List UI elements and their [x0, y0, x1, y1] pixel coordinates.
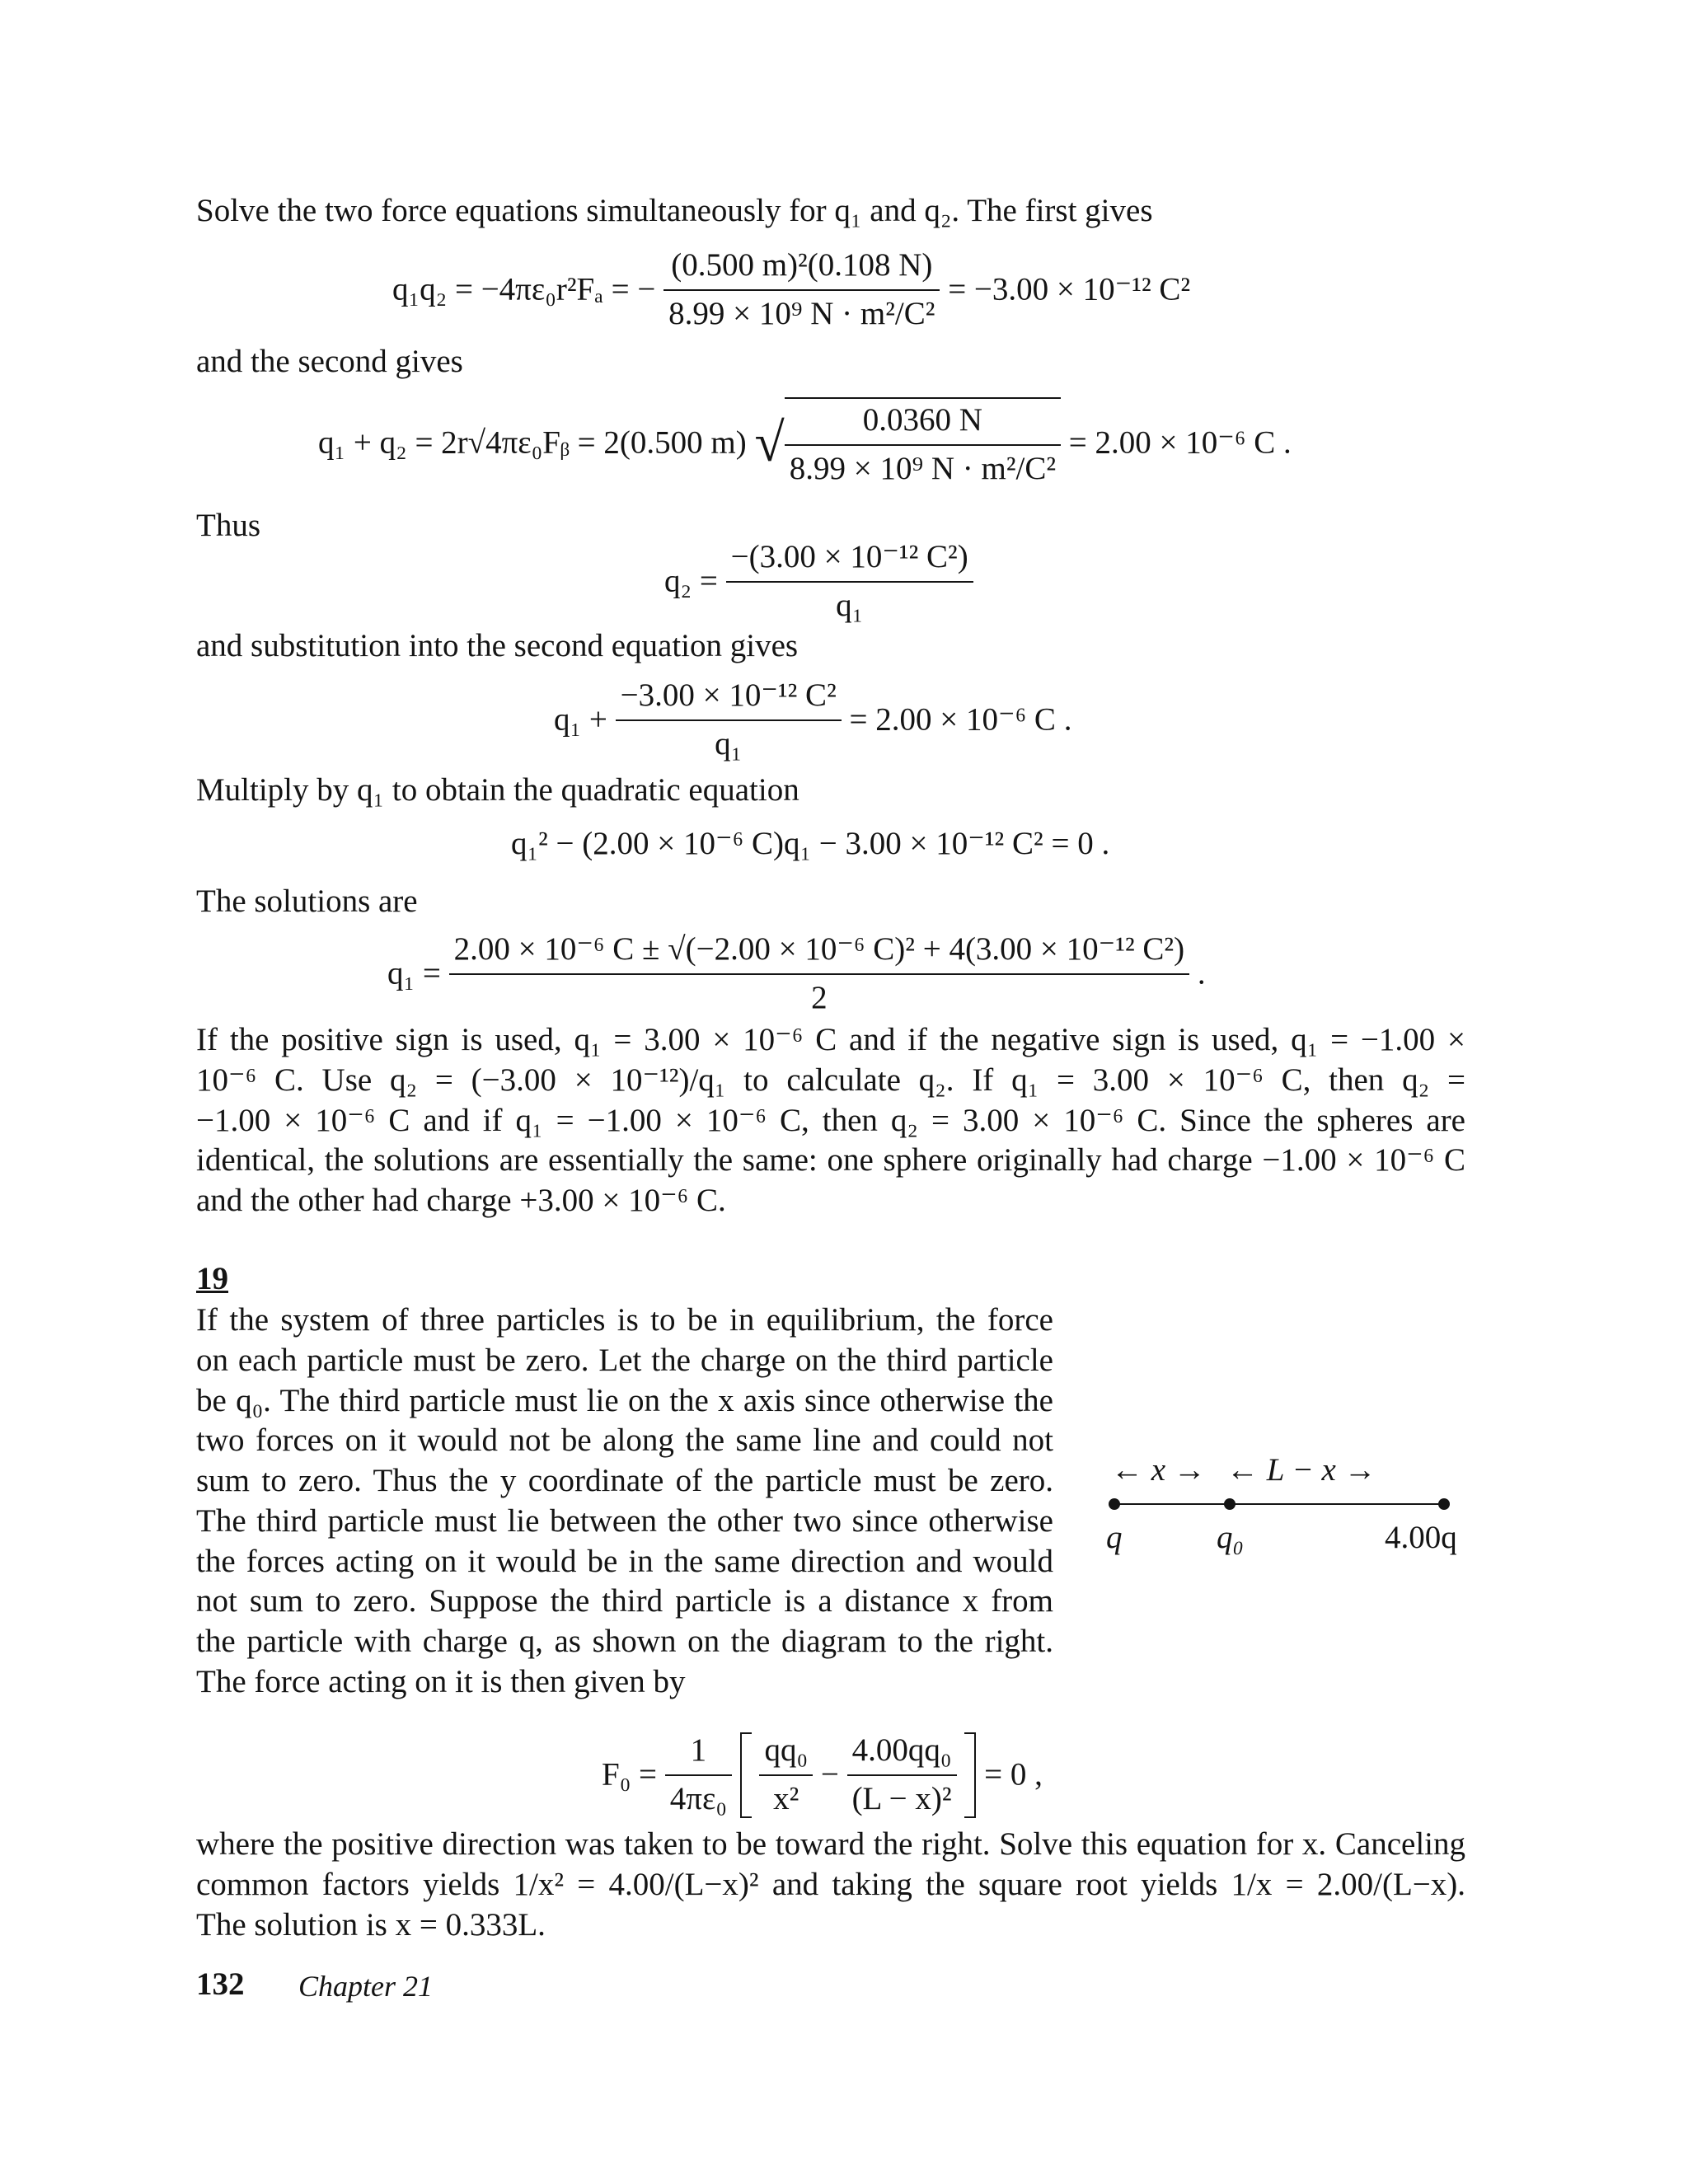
numerator: −3.00 × 10⁻¹² C²	[616, 676, 842, 721]
equation-lhs: F₀ =	[602, 1756, 658, 1793]
text-line: If the system of three particles is to be in equilibrium, the force	[196, 1302, 1053, 1338]
label-q: q	[1106, 1520, 1123, 1555]
text-line: 10⁻⁶ C. Use q₂ = (−3.00 × 10⁻¹²)/q₁ to calculate q₂. If q₁ = 3.00 × 10⁻⁶ C, then q₂ =	[196, 1062, 1465, 1098]
text-line: and the other had charge +3.00 × 10⁻⁶ C.	[196, 1183, 726, 1218]
fraction	[726, 537, 973, 626]
text-line: If the positive sign is used, q₁ = 3.00 × 10⁻⁶ C and if the negative sign is used, q₁ = −1.00 ×	[196, 1022, 1465, 1057]
equation-q2	[664, 537, 973, 626]
label-4q: 4.00q	[1385, 1520, 1457, 1555]
text-line: the forces acting on it would be in the same direction and would	[196, 1543, 1053, 1579]
problem-number: 19	[196, 1261, 228, 1296]
denominator: x²	[773, 1780, 799, 1816]
fraction	[663, 246, 940, 335]
equation-rhs: = 2.00 × 10⁻⁶ C .	[849, 701, 1072, 738]
text-solutions: The solutions are	[196, 883, 418, 919]
equation-force	[602, 1731, 1043, 1820]
left-bracket	[740, 1732, 752, 1818]
denominator: q₁	[836, 587, 864, 623]
results-paragraph	[196, 1020, 1465, 1221]
charge-4q-dot	[1438, 1498, 1450, 1510]
minus-sign: −	[820, 1756, 839, 1793]
text-line: sum to zero. Thus the y coordinate of the particle must be zero.	[196, 1463, 1053, 1498]
text-substitution: and substitution into the second equation gives	[196, 628, 799, 663]
numerator: −(3.00 × 10⁻¹² C²)	[726, 537, 973, 583]
equation-rhs: .	[1197, 955, 1206, 991]
text-line: common factors yields 1/x² = 4.00/(L−x)² and taking the square root yields 1/x = 2.00/(L−x).	[196, 1866, 1465, 1902]
text-line: on each particle must be zero. Let the charge on the third particle	[196, 1342, 1053, 1378]
dimension-l-minus-x: ← L − x →	[1226, 1452, 1376, 1488]
text-multiply: Multiply by q₁ to obtain the quadratic equation	[196, 772, 799, 808]
term2-fraction	[847, 1731, 957, 1820]
text-line: identical, the solutions are essentially the same: one sphere originally had charge −1.00 × 10⁻⁶ C	[196, 1142, 1465, 1179]
intro-paragraph: Solve the two force equations simultaneously for q₁ and q₂. The first gives	[196, 193, 1153, 228]
equation-lhs: q₁q₂ = −4πε₀r²Fₐ = −	[392, 271, 656, 307]
problem-19-paragraph	[196, 1301, 1053, 1703]
equation-sum	[318, 397, 1292, 490]
equation-lhs: q₂ =	[664, 563, 718, 599]
equation-quadratic: q₁² − (2.00 × 10⁻⁶ C)q₁ − 3.00 × 10⁻¹² C² = 0 .	[511, 826, 1110, 861]
label-q0: q₀	[1217, 1520, 1245, 1555]
text-line: the particle with charge q, as shown on the diagram to the right.	[196, 1624, 1053, 1659]
denominator: 8.99 × 10⁹ N · m²/C²	[789, 450, 1057, 486]
numerator: (0.500 m)²(0.108 N)	[663, 246, 940, 291]
numerator: 4.00qq₀	[847, 1731, 957, 1776]
term1-fraction	[759, 1731, 813, 1820]
denominator: 4πε₀	[669, 1780, 727, 1816]
numerator: 2.00 × 10⁻⁶ C ± √(−2.00 × 10⁻⁶ C)² + 4(3.00 × 10⁻¹² C²)	[449, 930, 1190, 975]
text-line: not sum to zero. Suppose the third particle is a distance x from	[196, 1583, 1053, 1619]
equation-product	[392, 246, 1190, 335]
numerator: 1	[665, 1731, 732, 1776]
charge-q-dot	[1109, 1498, 1120, 1510]
fraction	[616, 676, 842, 765]
numerator: 0.0360 N	[785, 401, 1061, 446]
denominator: 2	[811, 979, 828, 1015]
right-bracket	[964, 1732, 976, 1818]
numerator: qq₀	[759, 1731, 813, 1776]
charge-q0-dot	[1224, 1498, 1236, 1510]
denominator: q₁	[715, 725, 743, 762]
equation-lhs: q₁ =	[387, 955, 441, 991]
chapter-label: Chapter 21	[298, 1970, 434, 2003]
equation-substituted	[554, 676, 1071, 765]
charge-axis	[1104, 1492, 1459, 1516]
page-number: 132	[196, 1966, 245, 2002]
denominator: (L − x)²	[851, 1780, 952, 1816]
equation-rhs: = 2.00 × 10⁻⁶ C .	[1068, 424, 1292, 461]
equation-rhs: = 0 ,	[984, 1756, 1043, 1793]
text-line: where the positive direction was taken to be toward the right. Solve this equation for x. Canceling	[196, 1826, 1465, 1862]
text-line: The solution is x = 0.333L.	[196, 1906, 546, 1943]
dimension-x: ← x →	[1111, 1452, 1206, 1488]
text-line: two forces on it would not be along the same line and could not	[196, 1422, 1053, 1459]
fraction	[449, 930, 1190, 1019]
equation-lhs: q₁ +	[554, 701, 607, 738]
equation-lhs: q₁ + q₂ = 2r√4πε₀Fᵦ = 2(0.500 m)	[318, 424, 747, 461]
text-line: The force acting on it is then given by	[196, 1663, 686, 1699]
charge-diagram	[1104, 1451, 1459, 1566]
denominator: 8.99 × 10⁹ N · m²/C²	[668, 295, 935, 331]
text-thus: Thus	[196, 508, 260, 543]
conclusion-paragraph	[196, 1825, 1465, 1945]
text-second-gives: and the second gives	[196, 344, 463, 379]
equation-quadratic-formula	[387, 930, 1206, 1019]
text-line: −1.00 × 10⁻⁶ C and if q₁ = −1.00 × 10⁻⁶ C, then q₂ = 3.00 × 10⁻⁶ C. Since the spheres are	[196, 1102, 1465, 1138]
text-line: The third particle must lie between the other two since otherwise	[196, 1502, 1053, 1539]
text-line: be q₀. The third particle must lie on the x axis since otherwise the	[196, 1382, 1053, 1418]
fraction-under-root	[785, 397, 1061, 490]
equation-rhs: = −3.00 × 10⁻¹² C²	[948, 271, 1191, 307]
radical-sign: √	[754, 412, 785, 473]
coefficient-fraction	[665, 1731, 732, 1820]
